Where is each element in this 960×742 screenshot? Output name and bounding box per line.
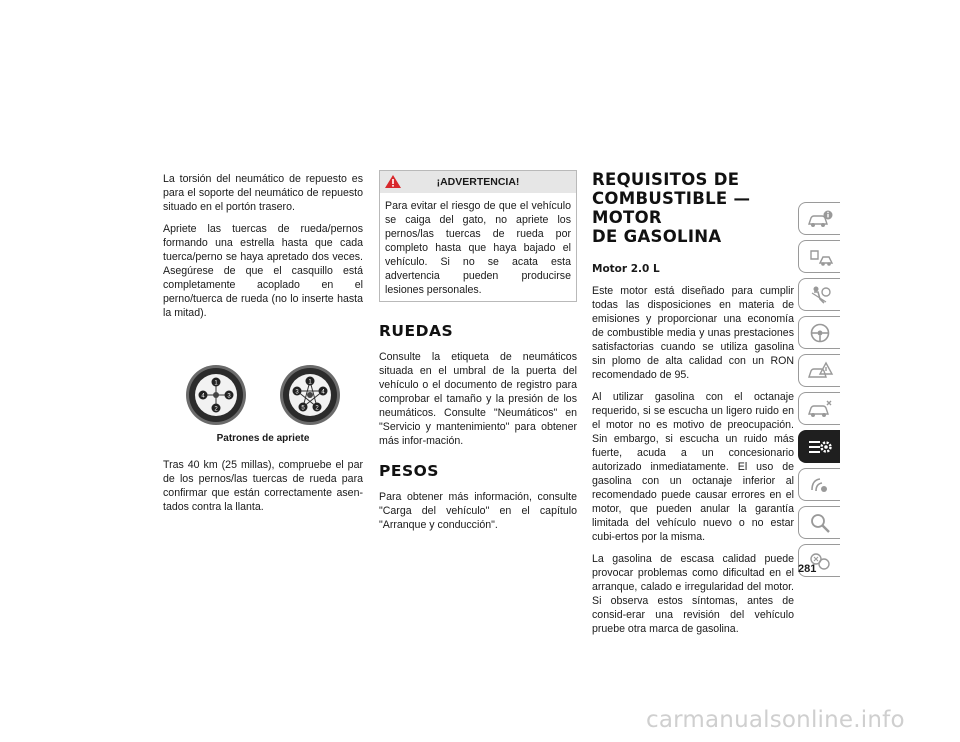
tab-keys[interactable] bbox=[798, 240, 840, 273]
tab-index[interactable] bbox=[798, 506, 840, 539]
five-lug-wheel-diagram bbox=[279, 364, 341, 426]
tab-driving[interactable] bbox=[798, 316, 840, 349]
pesos-paragraph: Para obtener más información, consulte "Carga del vehículo" en el capítulo "Arranque y conducción". bbox=[379, 491, 577, 531]
lug-label: 4 bbox=[201, 393, 205, 400]
engine-design-paragraph: Este motor está diseñado para cumplir todas las disposiciones en materia de emisiones y proporcionar una economía de combustible media y unas prestaciones satisfactorias cuando se utiliza gasolina sin plomo de alta calidad con un RON recomendado de 95. bbox=[592, 285, 794, 381]
middle-column bbox=[379, 170, 577, 540]
tightening-pattern-figure bbox=[163, 364, 363, 426]
tab-emergency[interactable] bbox=[798, 392, 840, 425]
right-column bbox=[592, 170, 794, 644]
heading-line: COMBUSTIBLE — MOTOR bbox=[592, 189, 751, 227]
tab-car-info[interactable] bbox=[798, 202, 840, 235]
airbag-safety-icon bbox=[806, 284, 834, 306]
car-key-icon bbox=[806, 246, 834, 268]
service-gear-icon bbox=[806, 436, 834, 458]
car-emergency-icon bbox=[806, 398, 834, 420]
warning-header bbox=[380, 171, 576, 193]
tighten-star-paragraph: Apriete las tuercas de rueda/pernos formando una estrella hasta que cada tuerca/perno se haya apretado dos veces. Asegúrese de que el casquillo está completamente acoplado en el perno/tuerca de rueda (no lo inserte hasta la mitad). bbox=[163, 223, 363, 319]
search-index-icon bbox=[806, 512, 834, 534]
lug-label: 3 bbox=[227, 393, 231, 400]
four-lug-wheel-diagram bbox=[185, 364, 247, 426]
lug-label: 5 bbox=[301, 405, 305, 412]
car-info-icon bbox=[806, 208, 834, 230]
lug-label: 3 bbox=[295, 389, 299, 396]
fuel-requirements-heading bbox=[592, 170, 794, 246]
car-warning-icon bbox=[806, 360, 834, 382]
ruedas-paragraph: Consulte la etiqueta de neumáticos situada en el umbral de la puerta del vehículo o el documento de registro para comprobar el tamaño y la presión de los neumáticos. Consulte "Neumáticos" en "Servicio y mantenimiento" para obtener más infor-mación. bbox=[379, 351, 577, 447]
warning-triangle-icon bbox=[384, 174, 402, 189]
pesos-heading: PESOS bbox=[379, 462, 439, 480]
warning-text: Para evitar el riesgo de que el vehículo se caiga del gato, no apriete los pernos/las tuercas de rueda por completo hasta que haya bajado el vehículo. Si no se acata esta advertencia pueden producirse lesiones personales. bbox=[385, 200, 571, 296]
spare-torque-paragraph: La torsión del neumático de repuesto es para el soporte del neumático de repuesto situado en el portón trasero. bbox=[163, 173, 363, 213]
watermark: carmanualsonline.info bbox=[646, 707, 905, 733]
tab-service-maintenance[interactable] bbox=[798, 430, 840, 463]
lug-label: 1 bbox=[308, 379, 312, 386]
tab-multimedia[interactable] bbox=[798, 468, 840, 501]
heading-line: REQUISITOS DE bbox=[592, 170, 740, 189]
multimedia-icon bbox=[806, 474, 834, 496]
lug-label: 2 bbox=[315, 405, 319, 412]
lug-label: 1 bbox=[214, 380, 218, 387]
engine-subheading: Motor 2.0 L bbox=[592, 263, 660, 275]
tab-warnings[interactable] bbox=[798, 354, 840, 387]
left-column bbox=[163, 172, 363, 522]
figure-caption: Patrones de apriete bbox=[216, 433, 310, 444]
poor-fuel-paragraph: La gasolina de escasa calidad puede provocar problemas como dificultad en el arranque, calado e irregularidad del motor. Si observa estos síntomas, antes de consid-erar una revisión del vehículo pruebe otra marca de gasolina. bbox=[592, 553, 794, 635]
warning-box bbox=[379, 170, 577, 302]
heading-line: DE GASOLINA bbox=[592, 227, 722, 246]
lug-label: 4 bbox=[321, 389, 325, 396]
lug-label: 2 bbox=[214, 406, 218, 413]
octane-paragraph: Al utilizar gasolina con el octanaje requerido, si se escucha un ligero ruido en el motor no es motivo de preocupación. Sin embargo, si escucha un ruido más fuerte, acuda a un concesionario autorizado inmediatamente. El uso de gasolina con un octanaje inferior al recomendado puede causar errores en el motor, que pueden anular la garantía limitada del vehículo nuevo o no estar cubi-ertos por la misma. bbox=[592, 391, 794, 543]
tab-safety[interactable] bbox=[798, 278, 840, 311]
page-number: 281 bbox=[798, 563, 817, 575]
warning-title: ¡ADVERTENCIA! bbox=[436, 176, 520, 188]
chapter-tabs bbox=[798, 202, 840, 582]
ruedas-heading: RUEDAS bbox=[379, 322, 454, 340]
steering-wheel-icon bbox=[806, 322, 834, 344]
recheck-torque-paragraph: Tras 40 km (25 millas), compruebe el par de los pernos/las tuercas de rueda para confirmar que están correctamente asen-tados contra la llanta. bbox=[163, 459, 363, 513]
